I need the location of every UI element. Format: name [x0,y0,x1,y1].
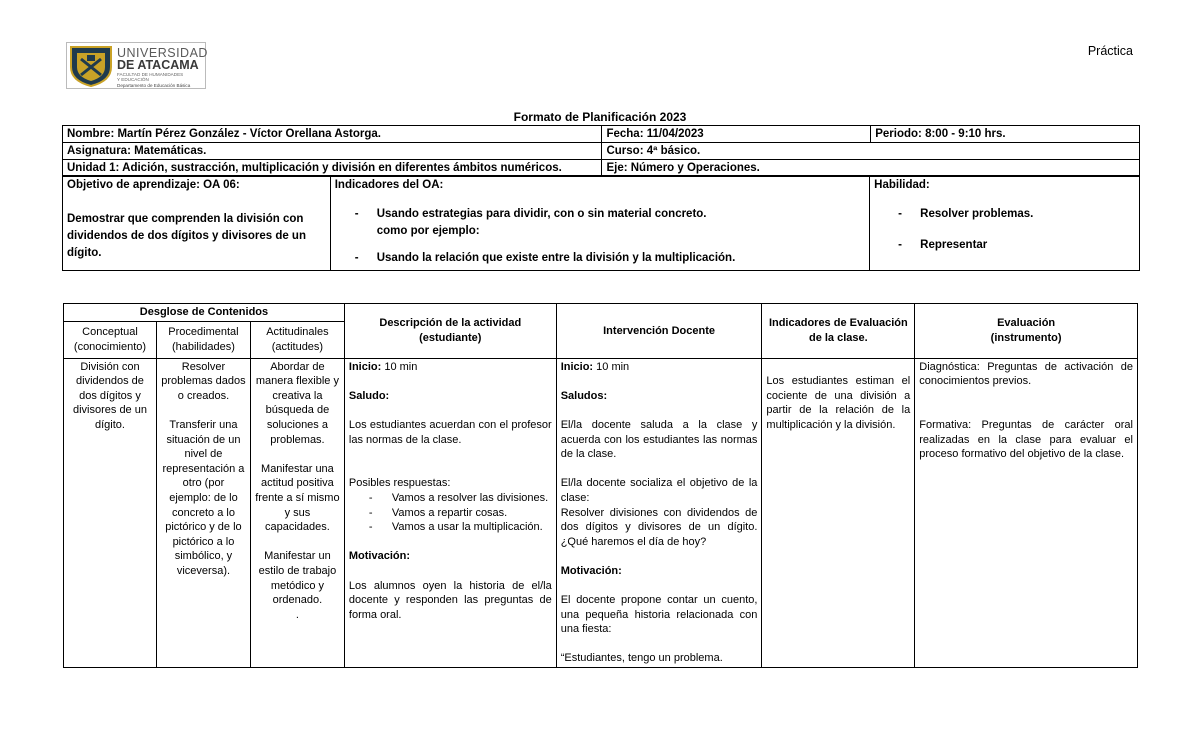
content-table [63,303,1138,668]
eje-cell: Eje: Número y Operaciones. [602,160,1140,177]
objectives-table [62,175,1140,271]
conceptual-cell: División con dividendos de dos dígitos y divisores de un dígito. [64,358,157,667]
logo-faculty: FACULTAD DE HUMANIDADES Y EDUCACIÓN [117,72,184,82]
procedimental-cell: Resolver problemas dados o creados. Transferir una situación de un nivel de representación a otro (por ejemplo: de lo concreto a lo pictórico y de lo pictórico a lo simbólico, y viceversa). [156,358,250,667]
indicadores-list [355,206,865,267]
desglose-header: Desglose de Contenidos [64,304,345,322]
descripcion-header: Descripción de la actividad (estudiante) [344,304,556,359]
evaluacion-cell: Diagnóstica: Preguntas de activación de conocimientos previos. Formativa: Preguntas de carácter oral realizadas en la clase para evaluar el proceso formativo del objetivo de la clase. [915,358,1138,667]
unidad-cell: Unidad 1: Adición, sustracción, multiplicación y división en diferentes ámbitos numéricos. [63,160,602,177]
logo-department: Departamento de Educación Básica [117,83,191,88]
indicador-item: - Usando la relación que existe entre la división y la multiplicación. [354,252,736,264]
document-title: Formato de Planificación 2023 [513,110,687,124]
actitudinales-header: Actitudinales (actitudes) [250,321,344,358]
info-table [62,125,1140,177]
habilidad-item: - Resolver problemas. [898,208,1034,220]
respuesta-item: - Vamos a resolver las divisiones. [368,491,549,504]
nombre-cell: Nombre: Martín Pérez González - Víctor Orellana Astorga. [63,126,602,143]
objetivo-cell [63,176,331,271]
shield-emblem-icon [67,43,115,88]
habilidades-list [898,206,1135,254]
intervencion-header: Intervención Docente [556,304,762,359]
university-logo [66,42,206,89]
habilidad-cell [870,176,1140,271]
actitudinales-cell: Abordar de manera flexible y creativa la búsqueda de soluciones a problemas. Manifestar una actitud positiva frente a sí mismo y sus capacidades. Manifestar un estilo de trabajo metódico y ordenado. . [250,358,344,667]
indicadores-eval-header: Indicadores de Evaluación de la clase. [762,304,915,359]
periodo-cell: Periodo: 8:00 - 9:10 hrs. [871,126,1140,143]
respuesta-item: - Vamos a repartir cosas. [368,506,508,519]
descripcion-cell: Inicio: 10 min Saludo: Los estudiantes acuerdan con el profesor las normas de la clase. Posibles respuestas: - Vamos a resolver las divisiones. - Vamos a repartir cosas. - Vamos a usar la multiplicación. Motivación: Los alumnos oyen la historia de el/la docente y responden las preguntas de forma oral. [344,358,556,667]
habilidad-label: Habilidad: [874,179,930,191]
curso-cell: Curso: 4ª básico. [602,143,1140,160]
fecha-cell: Fecha: 11/04/2023 [602,126,871,143]
indicadores-cell [330,176,869,271]
indicador-item: - Usando estrategias para dividir, con o sin material concreto. como por ejemplo: [354,208,707,237]
intervencion-cell: Inicio: 10 min Saludos: El/la docente saluda a la clase y acuerda con los estudiantes las normas de la clase. El/la docente socializa el objetivo de la clase: Resolver divisiones con dividendos de dos dígitos y divisores de un dígito. ¿Qué haremos el día de hoy? Motivación: El docente propone contar un cuento, una pequeña historia relacionada con una fiesta: “Estudiantes, tengo un problema. [556,358,762,667]
indicadores-label: Indicadores del OA: [334,179,444,191]
header-corner-label: Práctica [1087,44,1133,58]
objetivo-text: Demostrar que comprenden la división con dividendos de dos dígitos y divisores de un dígito. [67,213,306,259]
conceptual-header: Conceptual (conocimiento) [64,321,157,358]
logo-line-1: UNIVERSIDAD [117,46,208,60]
objetivo-label: Objetivo de aprendizaje: OA 06: [67,179,240,191]
habilidad-item: - Representar [898,239,988,251]
logo-line-2: DE ATACAMA [117,58,199,72]
procedimental-header: Procedimental (habilidades) [156,321,250,358]
evaluacion-header: Evaluación (instrumento) [915,304,1138,359]
respuestas-list [349,491,552,535]
respuesta-item: - Vamos a usar la multiplicación. [368,521,543,534]
asignatura-cell: Asignatura: Matemáticas. [63,143,602,160]
indicadores-eval-cell: Los estudiantes estiman el cociente de una división a partir de la relación de la multiplicación y la división. [762,358,915,667]
